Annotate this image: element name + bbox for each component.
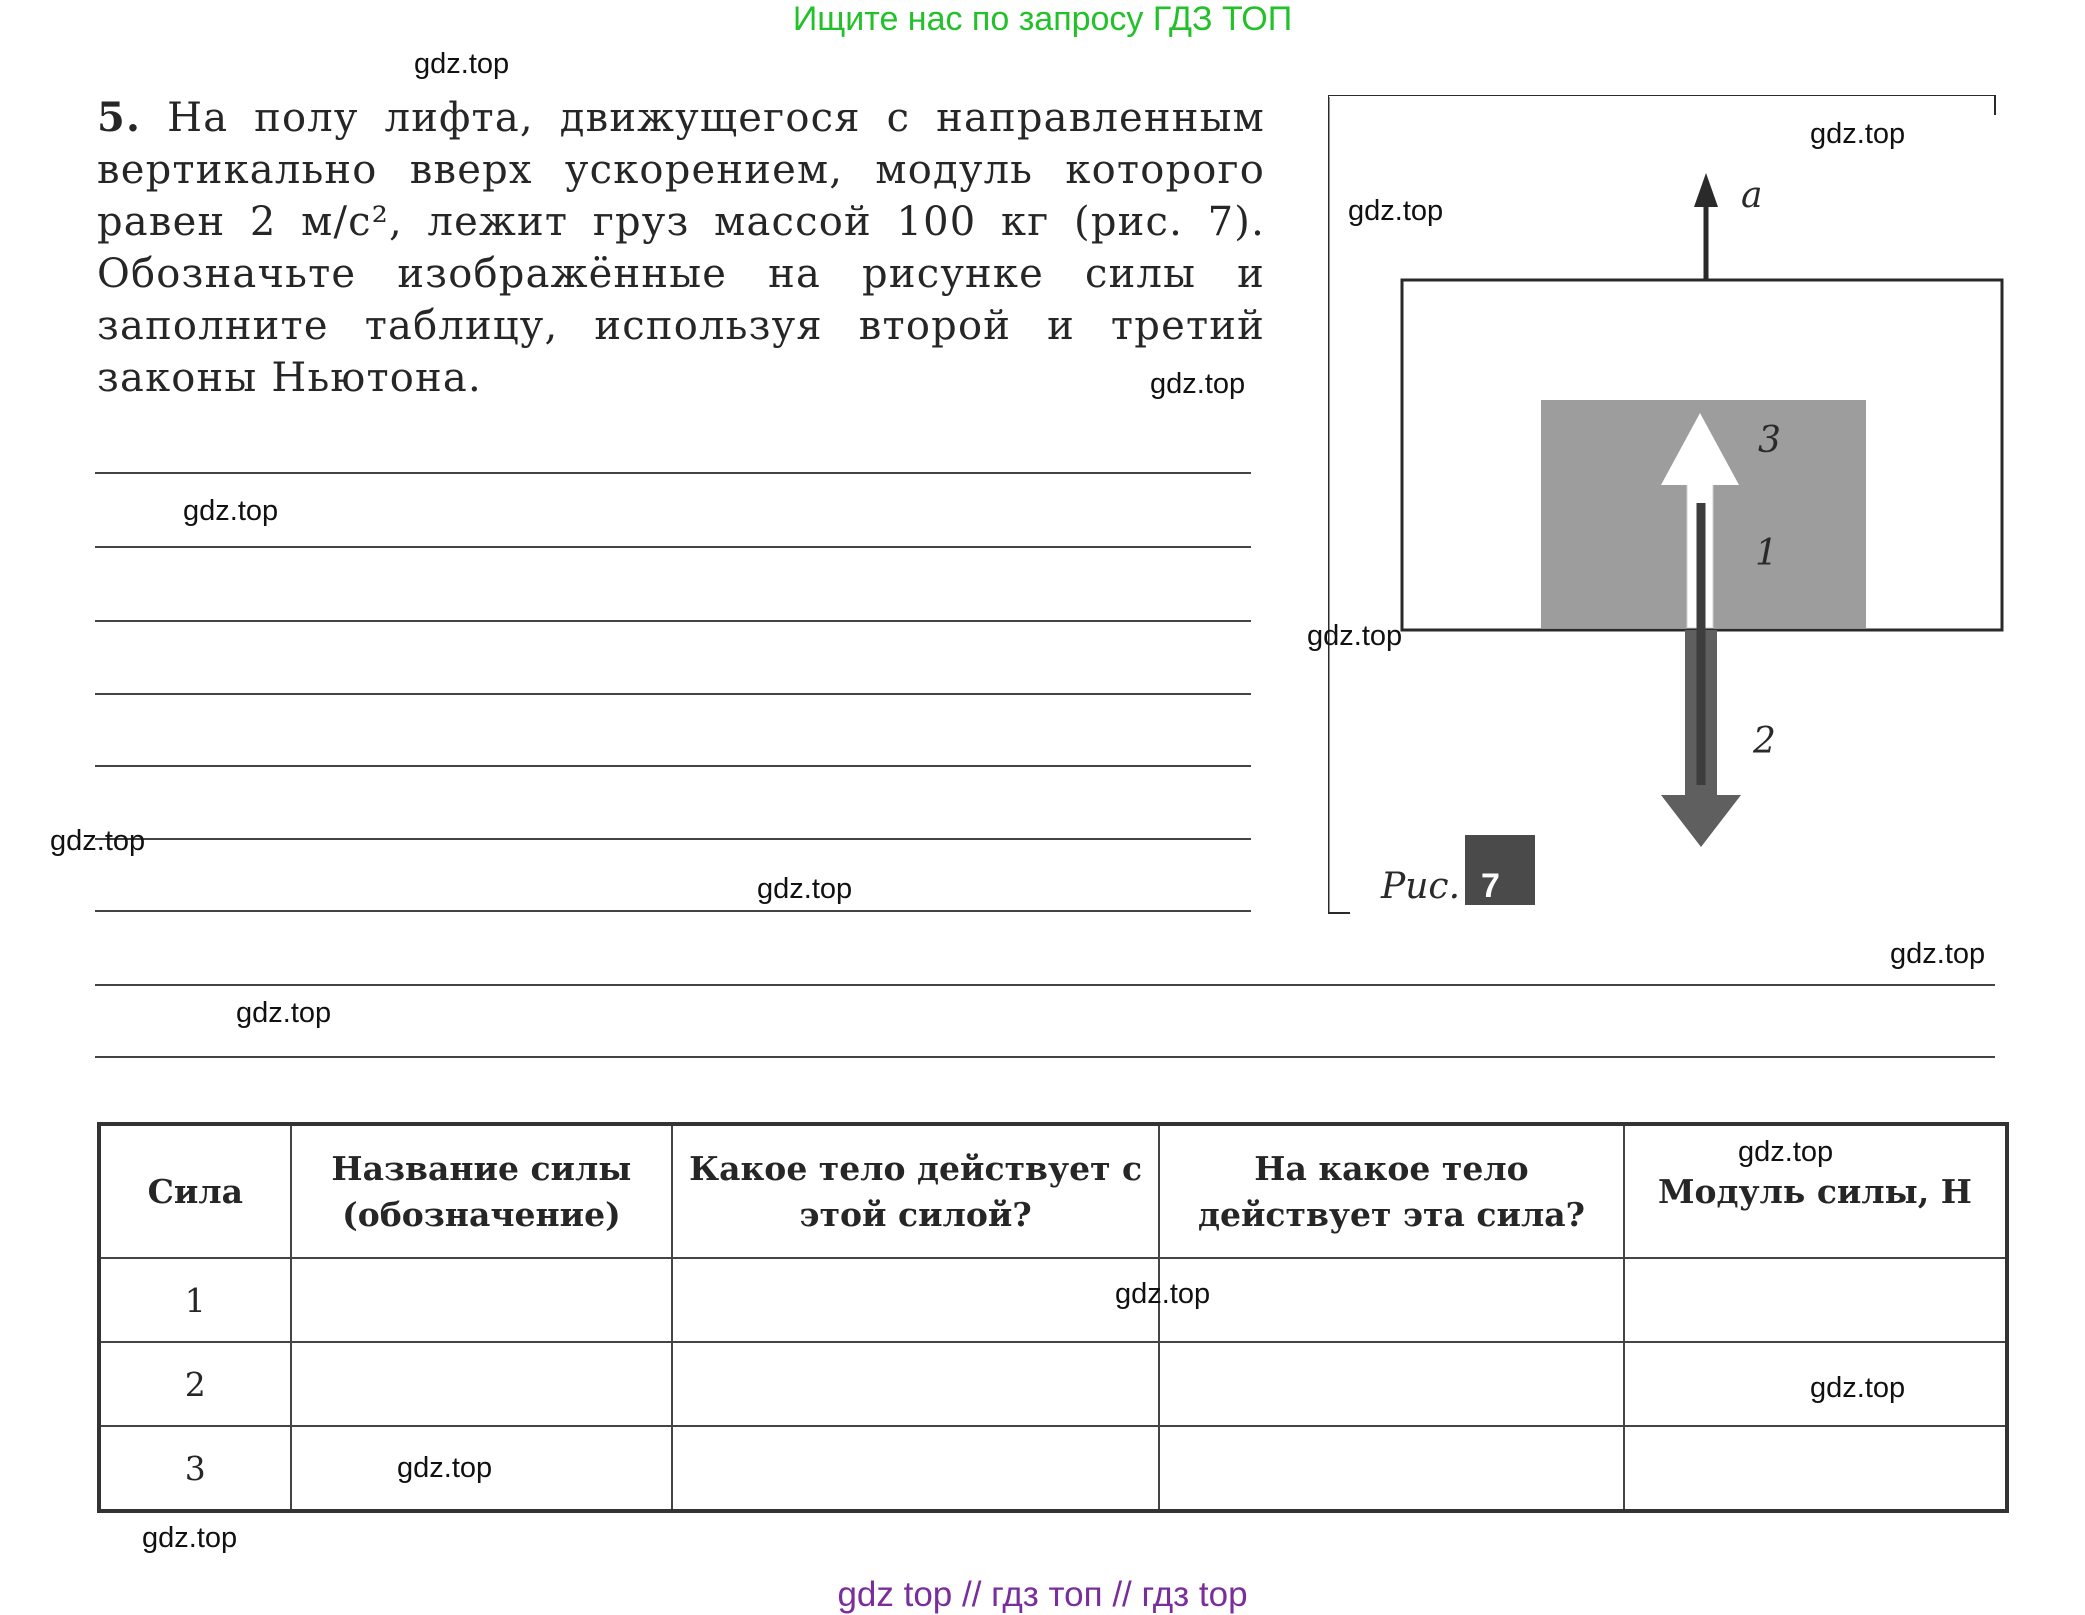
cell-acting-body[interactable] <box>672 1426 1159 1511</box>
watermark: gdz.top <box>183 495 279 527</box>
answer-line <box>95 984 1995 986</box>
watermark: gdz.top <box>414 48 510 80</box>
figure-caption-badge <box>1465 835 1535 905</box>
header-force: Сила <box>99 1124 291 1258</box>
cell-target-body[interactable] <box>1159 1258 1624 1342</box>
header-modulus: Модуль силы, Н <box>1624 1124 2007 1258</box>
force-3-label: 3 <box>1758 420 1781 461</box>
force-2-label: 2 <box>1753 721 1776 762</box>
problem-number: 5. <box>97 94 142 141</box>
answer-line <box>95 910 1251 912</box>
table-header-row <box>99 1124 2007 1258</box>
watermark: gdz.top <box>1738 1136 1834 1168</box>
figure-caption-prefix: Рис. <box>1381 866 1461 907</box>
cell-force-name[interactable] <box>291 1342 673 1426</box>
watermark: gdz.top <box>1150 368 1246 400</box>
cell-target-body[interactable] <box>1159 1426 1624 1511</box>
problem-body: На полу лифта, движущегося с направленным вертикально вверх ускорением, модуль которого равен 2 м/с², лежит груз массой 100 кг (рис. 7). Обозначьте изображённые на рисунке силы и заполните таблицу, используя второй и третий законы Ньютона. <box>97 95 1265 401</box>
table-row <box>99 1342 2007 1426</box>
figure-caption-number: 7 <box>1481 867 1500 905</box>
top-banner: Ищите нас по запросу ГДЗ ТОП <box>792 0 1293 38</box>
header-target-body: На какое тело действует эта сила? <box>1159 1124 1624 1258</box>
answer-line <box>95 472 1251 474</box>
watermark: gdz.top <box>1348 195 1444 227</box>
acceleration-label: a <box>1741 175 1763 216</box>
cell-force-number: 2 <box>99 1342 291 1426</box>
watermark: gdz.top <box>142 1522 238 1554</box>
watermark: gdz.top <box>1890 938 1986 970</box>
watermark: gdz.top <box>1307 620 1403 652</box>
table-row <box>99 1426 2007 1511</box>
cell-force-number: 1 <box>99 1258 291 1342</box>
acceleration-arrow-head <box>1694 173 1718 207</box>
answer-line <box>95 765 1251 767</box>
cell-acting-body[interactable] <box>672 1342 1159 1426</box>
cell-force-number: 3 <box>99 1426 291 1511</box>
answer-line <box>95 546 1251 548</box>
header-acting-body: Какое тело действует с этой силой? <box>672 1124 1159 1258</box>
cell-target-body[interactable] <box>1159 1342 1624 1426</box>
watermark: gdz.top <box>1810 1372 1906 1404</box>
cell-acting-body[interactable] <box>672 1258 1159 1342</box>
watermark: gdz.top <box>757 873 853 905</box>
watermark: gdz.top <box>397 1452 493 1484</box>
watermark: gdz.top <box>1115 1278 1211 1310</box>
answer-line <box>95 693 1251 695</box>
bottom-banner: gdz top // гдз топ // гдз top <box>837 1575 1248 1614</box>
header-force-name: Название силы (обозначение) <box>291 1124 673 1258</box>
force-1-label: 1 <box>1755 533 1778 574</box>
answer-line <box>95 838 1251 840</box>
cell-modulus[interactable] <box>1624 1258 2007 1342</box>
watermark: gdz.top <box>236 997 332 1029</box>
answer-line <box>95 620 1251 622</box>
cell-force-name[interactable] <box>291 1258 673 1342</box>
problem-text <box>97 92 1265 404</box>
force-2-arrow-head <box>1661 795 1741 847</box>
watermark: gdz.top <box>50 825 146 857</box>
cell-modulus[interactable] <box>1624 1426 2007 1511</box>
watermark: gdz.top <box>1810 118 1906 150</box>
answer-line <box>95 1056 1995 1058</box>
table-row <box>99 1258 2007 1342</box>
forces-table <box>97 1122 2009 1513</box>
